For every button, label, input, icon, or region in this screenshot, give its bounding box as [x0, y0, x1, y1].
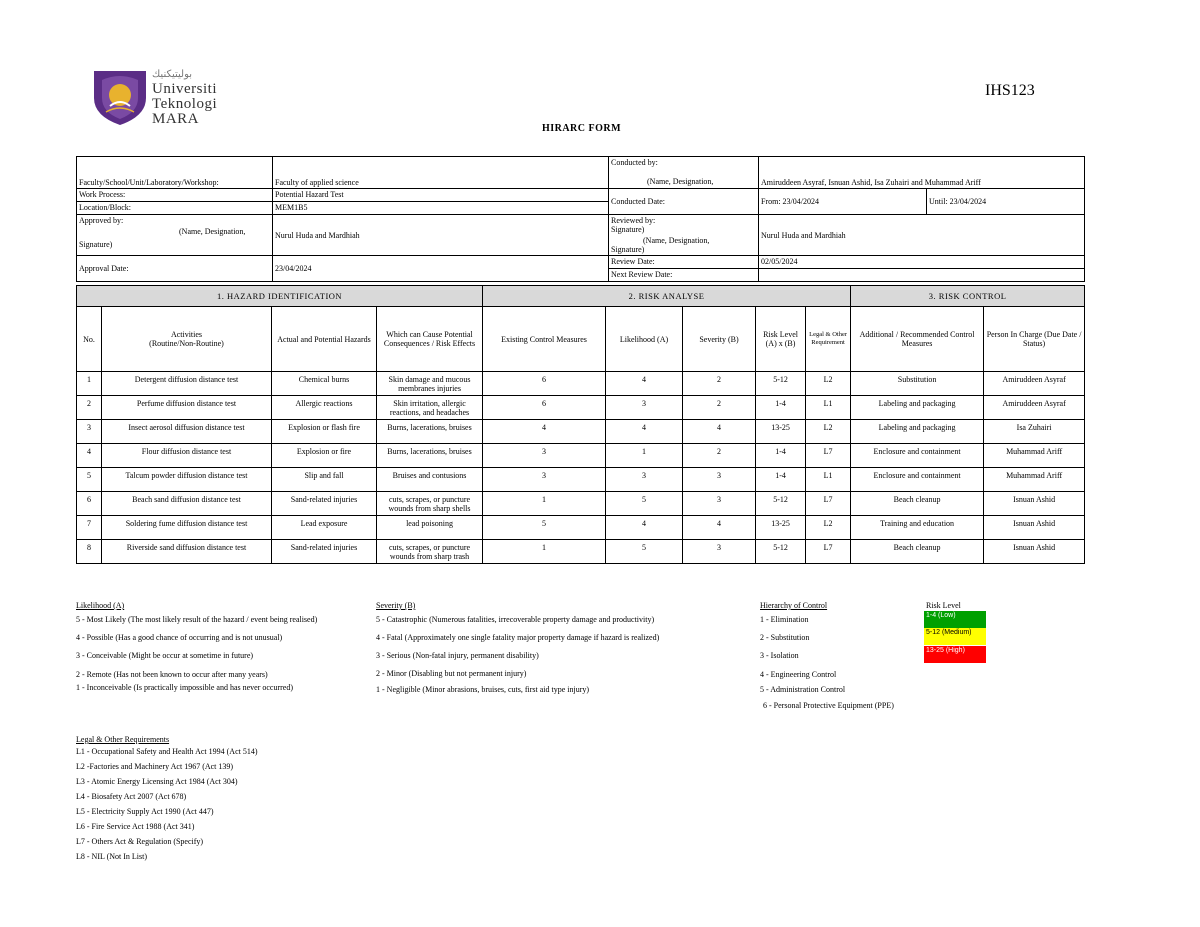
row-additional: Enclosure and containment — [851, 444, 984, 468]
legal-item: L8 - NIL (Not In List) — [76, 852, 148, 861]
logo-line-2: Teknologi — [152, 96, 218, 112]
row-legal: L1 — [806, 468, 851, 492]
row-legal: L2 — [806, 372, 851, 396]
col-no: No. — [77, 307, 102, 372]
row-hazard: Sand-related injuries — [272, 492, 377, 516]
row-person: Muhammad Ariff — [984, 444, 1085, 468]
row-risk-level: 13-25 — [756, 516, 806, 540]
col-risk-level: Risk Level (A) x (B) — [756, 307, 806, 372]
severity-item: 1 - Negligible (Minor abrasions, bruises, cuts, first aid type injury) — [376, 685, 590, 694]
row-severity: 3 — [683, 492, 756, 516]
approval-date-label: Approval Date: — [77, 256, 273, 282]
row-severity: 2 — [683, 396, 756, 420]
legal-item: L5 - Electricity Supply Act 1990 (Act 447) — [76, 807, 214, 816]
table-row — [77, 420, 1085, 444]
reviewed-by-cell — [609, 215, 759, 256]
row-no: 6 — [77, 492, 102, 516]
conducted-by-value: Amiruddeen Asyraf, Isnuan Ashid, Isa Zuhairi and Muhammad Ariff — [759, 157, 1085, 189]
row-effect: Skin damage and mucous membranes injuries — [377, 372, 483, 396]
approval-date-value: 23/04/2024 — [273, 256, 609, 282]
row-risk-level: 1-4 — [756, 444, 806, 468]
conducted-by-cell — [609, 157, 759, 189]
row-existing: 6 — [483, 372, 606, 396]
approved-by-sub: (Name, Designation, — [179, 227, 246, 236]
row-person: Amiruddeen Asyraf — [984, 372, 1085, 396]
row-effect: Bruises and contusions — [377, 468, 483, 492]
reviewed-sig: Signature) — [611, 245, 645, 254]
row-effect: cuts, scrapes, or puncture wounds from sharp shells — [377, 492, 483, 516]
location-value: MEM1B5 — [273, 202, 609, 215]
table-row — [77, 372, 1085, 396]
severity-legend — [376, 601, 746, 701]
col-likelihood: Likelihood (A) — [606, 307, 683, 372]
row-activity: Perfume diffusion distance test — [102, 396, 272, 420]
row-likelihood: 5 — [606, 540, 683, 564]
row-severity: 4 — [683, 420, 756, 444]
row-additional: Labeling and packaging — [851, 420, 984, 444]
col-additional: Additional / Recommended Control Measures — [851, 307, 984, 372]
row-risk-level: 1-4 — [756, 396, 806, 420]
row-likelihood: 5 — [606, 492, 683, 516]
risk-level-low: 1-4 (Low) — [924, 611, 986, 628]
info-table — [76, 156, 1085, 282]
row-risk-level: 1-4 — [756, 468, 806, 492]
row-person: Isnuan Ashid — [984, 516, 1085, 540]
table-row — [77, 516, 1085, 540]
col-existing: Existing Control Measures — [483, 307, 606, 372]
row-existing: 1 — [483, 492, 606, 516]
row-effect: lead poisoning — [377, 516, 483, 540]
col-person: Person In Charge (Due Date / Status) — [984, 307, 1085, 372]
row-risk-level: 5-12 — [756, 540, 806, 564]
hierarchy-item: 1 - Elimination — [760, 615, 809, 624]
risk-level-medium: 5-12 (Medium) — [924, 628, 986, 645]
severity-item: 4 - Fatal (Approximately one single fatality major property damage if hazard is realized) — [376, 633, 660, 642]
likelihood-item: 3 - Conceivable (Might be occur at sometime in future) — [76, 651, 254, 660]
row-hazard: Explosion or flash fire — [272, 420, 377, 444]
hierarchy-legend — [760, 601, 920, 717]
faculty-label: Faculty/School/Unit/Laboratory/Workshop: — [77, 157, 273, 189]
row-hazard: Allergic reactions — [272, 396, 377, 420]
legal-item: L3 - Atomic Energy Licensing Act 1984 (Act 304) — [76, 777, 238, 786]
hierarchy-item: 3 - Isolation — [760, 651, 799, 660]
likelihood-item: 4 - Possible (Has a good chance of occurring and is not unusual) — [76, 633, 283, 642]
row-legal: L2 — [806, 516, 851, 540]
row-legal: L7 — [806, 540, 851, 564]
likelihood-item: 5 - Most Likely (The most likely result of the hazard / event being realised) — [76, 615, 318, 624]
row-severity: 3 — [683, 468, 756, 492]
row-severity: 3 — [683, 540, 756, 564]
row-no: 2 — [77, 396, 102, 420]
hierarchy-item: 4 - Engineering Control — [760, 670, 837, 679]
row-activity: Detergent diffusion distance test — [102, 372, 272, 396]
row-additional: Beach cleanup — [851, 492, 984, 516]
severity-item: 5 - Catastrophic (Numerous fatalities, irrecoverable property damage and productivity) — [376, 615, 655, 624]
severity-item: 3 - Serious (Non-fatal injury, permanent disability) — [376, 651, 539, 660]
table-row — [77, 492, 1085, 516]
hierarchy-item: 2 - Substitution — [760, 633, 810, 642]
row-severity: 4 — [683, 516, 756, 540]
approved-by-label: Approved by: — [79, 216, 124, 225]
hirarc-table — [76, 285, 1085, 564]
row-existing: 6 — [483, 396, 606, 420]
legal-item: L1 - Occupational Safety and Health Act 1994 (Act 514) — [76, 747, 258, 756]
row-severity: 2 — [683, 444, 756, 468]
table-row — [77, 396, 1085, 420]
row-existing: 3 — [483, 468, 606, 492]
table-row — [77, 444, 1085, 468]
conducted-from: From: 23/04/2024 — [759, 189, 927, 215]
hirarc-rows — [77, 372, 1085, 564]
row-hazard: Explosion or fire — [272, 444, 377, 468]
next-review-label: Next Review Date: — [609, 269, 759, 282]
row-no: 3 — [77, 420, 102, 444]
col-activities-label: Activities — [170, 330, 203, 339]
row-effect: Skin irritation, allergic reactions, and headaches — [377, 396, 483, 420]
row-additional: Substitution — [851, 372, 984, 396]
review-date-label: Review Date: — [609, 256, 759, 269]
legal-item: L6 - Fire Service Act 1988 (Act 341) — [76, 822, 195, 831]
approved-by-cell — [77, 215, 273, 256]
risk-level-legend-title: Risk Level — [926, 601, 961, 610]
col-severity: Severity (B) — [683, 307, 756, 372]
conducted-by-sub: (Name, Designation, — [647, 177, 714, 186]
row-legal: L7 — [806, 444, 851, 468]
reviewed-sig-top: Signature) — [611, 225, 645, 234]
work-process-label: Work Process: — [77, 189, 273, 202]
faculty-value: Faculty of applied science — [273, 157, 609, 189]
approved-by-value: Nurul Huda and Mardhiah — [273, 215, 609, 256]
row-likelihood: 3 — [606, 396, 683, 420]
risk-level-high: 13-25 (High) — [924, 646, 986, 663]
table-row — [77, 540, 1085, 564]
legal-item: L7 - Others Act & Regulation (Specify) — [76, 837, 204, 846]
row-activity: Insect aerosol diffusion distance test — [102, 420, 272, 444]
col-activities-sub: (Routine/Non-Routine) — [149, 339, 224, 348]
row-effect: Burns, lacerations, bruises — [377, 444, 483, 468]
logo-line-3: MARA — [152, 111, 200, 127]
row-no: 1 — [77, 372, 102, 396]
likelihood-item: 1 - Inconceivable (Is practically impossible and has never occurred) — [76, 683, 294, 692]
row-person: Isa Zuhairi — [984, 420, 1085, 444]
legal-item: L2 -Factories and Machinery Act 1967 (Act 139) — [76, 762, 234, 771]
row-activity: Riverside sand diffusion distance test — [102, 540, 272, 564]
likelihood-legend — [76, 601, 376, 699]
legal-legend-title: Legal & Other Requirements — [76, 735, 170, 744]
reviewed-by-value: Nurul Huda and Mardhiah — [759, 215, 1085, 256]
row-likelihood: 1 — [606, 444, 683, 468]
row-activity: Flour diffusion distance test — [102, 444, 272, 468]
section-risk-control: 3. RISK CONTROL — [851, 286, 1085, 307]
approved-by-sig: Signature) — [79, 240, 113, 249]
row-activity: Talcum powder diffusion distance test — [102, 468, 272, 492]
next-review-value — [759, 269, 1085, 282]
row-hazard: Sand-related injuries — [272, 540, 377, 564]
hierarchy-legend-title: Hierarchy of Control — [760, 601, 828, 610]
row-no: 7 — [77, 516, 102, 540]
row-person: Muhammad Ariff — [984, 468, 1085, 492]
row-additional: Beach cleanup — [851, 540, 984, 564]
logo-line-1: Universiti — [152, 81, 217, 97]
row-severity: 2 — [683, 372, 756, 396]
row-likelihood: 3 — [606, 468, 683, 492]
row-no: 5 — [77, 468, 102, 492]
conducted-until: Until: 23/04/2024 — [927, 189, 1085, 215]
conducted-by-label: Conducted by: — [611, 158, 658, 167]
row-risk-level: 5-12 — [756, 492, 806, 516]
work-process-value: Potential Hazard Test — [273, 189, 609, 202]
legal-legend — [76, 735, 396, 868]
row-existing: 3 — [483, 444, 606, 468]
row-activity: Beach sand diffusion distance test — [102, 492, 272, 516]
row-hazard: Lead exposure — [272, 516, 377, 540]
row-additional: Training and education — [851, 516, 984, 540]
likelihood-item: 2 - Remote (Has not been known to occur after many years) — [76, 670, 268, 679]
table-row — [77, 468, 1085, 492]
row-no: 4 — [77, 444, 102, 468]
section-hazard: 1. HAZARD IDENTIFICATION — [77, 286, 483, 307]
hierarchy-item: 6 - Personal Protective Equipment (PPE) — [763, 701, 894, 710]
location-label: Location/Block: — [77, 202, 273, 215]
row-legal: L7 — [806, 492, 851, 516]
col-activities — [102, 307, 272, 372]
row-likelihood: 4 — [606, 420, 683, 444]
row-person: Amiruddeen Asyraf — [984, 396, 1085, 420]
row-no: 8 — [77, 540, 102, 564]
col-legal: Legal & Other Requirement — [806, 307, 851, 372]
row-likelihood: 4 — [606, 516, 683, 540]
legal-item: L4 - Biosafety Act 2007 (Act 678) — [76, 792, 187, 801]
col-hazards: Actual and Potential Hazards — [272, 307, 377, 372]
row-effect: Burns, lacerations, bruises — [377, 420, 483, 444]
row-existing: 5 — [483, 516, 606, 540]
row-risk-level: 13-25 — [756, 420, 806, 444]
row-risk-level: 5-12 — [756, 372, 806, 396]
row-existing: 1 — [483, 540, 606, 564]
reviewed-by-label: Reviewed by: — [611, 216, 656, 225]
logo-text — [152, 82, 217, 127]
row-person: Isnuan Ashid — [984, 492, 1085, 516]
row-person: Isnuan Ashid — [984, 540, 1085, 564]
form-title: HIRARC FORM — [541, 123, 622, 134]
severity-legend-title: Severity (B) — [376, 601, 416, 610]
likelihood-legend-title: Likelihood (A) — [76, 601, 125, 610]
row-hazard: Chemical burns — [272, 372, 377, 396]
severity-item: 2 - Minor (Disabling but not permanent injury) — [376, 669, 527, 678]
col-effects: Which can Cause Potential Consequences / Risk Effects — [377, 307, 483, 372]
row-additional: Enclosure and containment — [851, 468, 984, 492]
row-additional: Labeling and packaging — [851, 396, 984, 420]
row-activity: Soldering fume diffusion distance test — [102, 516, 272, 540]
row-legal: L2 — [806, 420, 851, 444]
row-likelihood: 4 — [606, 372, 683, 396]
reviewed-by-sub: (Name, Designation, — [643, 236, 710, 245]
row-legal: L1 — [806, 396, 851, 420]
logo-jawi-text: بوليتيكنيك — [152, 69, 193, 80]
section-risk-analyse: 2. RISK ANALYSE — [483, 286, 851, 307]
row-existing: 4 — [483, 420, 606, 444]
row-effect: cuts, scrapes, or puncture wounds from sharp trash — [377, 540, 483, 564]
course-code: IHS123 — [985, 82, 1035, 99]
hierarchy-item: 5 - Administration Control — [760, 685, 846, 694]
row-hazard: Slip and fall — [272, 468, 377, 492]
review-date-value: 02/05/2024 — [759, 256, 1085, 269]
conducted-date-label: Conducted Date: — [609, 189, 759, 215]
